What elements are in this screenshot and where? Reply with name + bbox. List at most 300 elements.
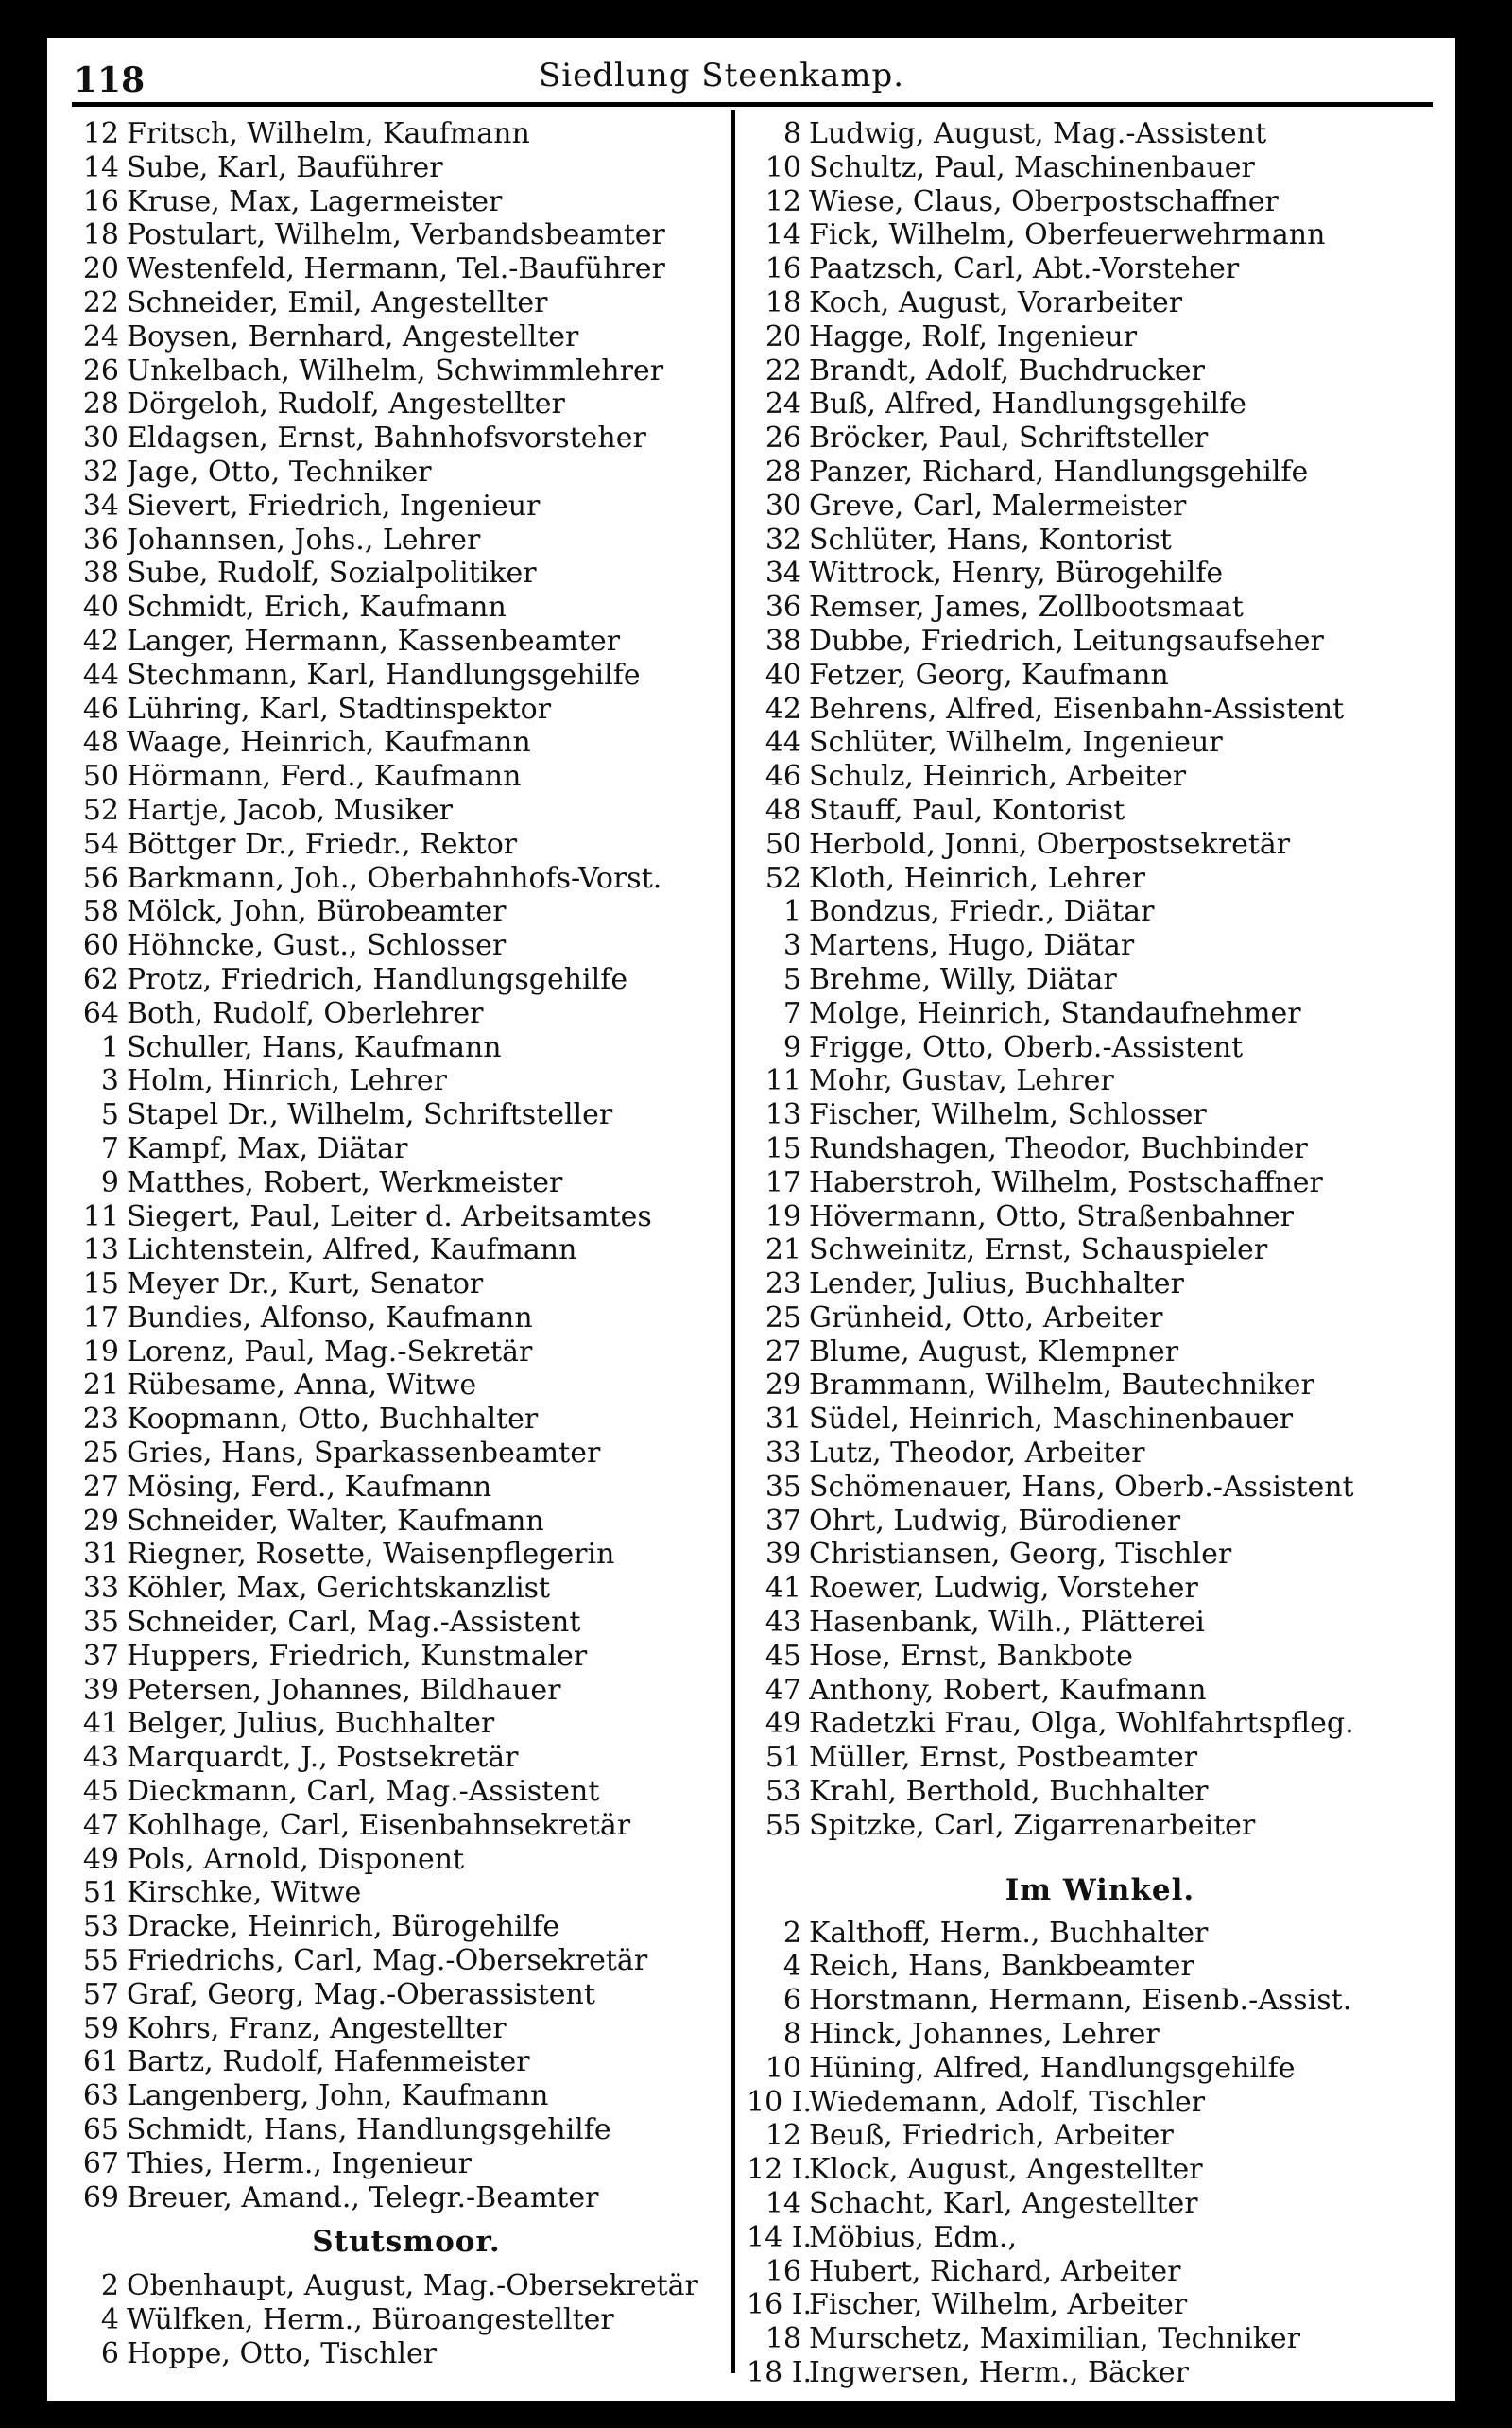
resident-entry [49, 1064, 726, 1098]
resident-name-occupation: Huppers, Friedrich, Kunstmaler [127, 1639, 588, 1673]
resident-name-occupation: Ingwersen, Herm., Bäcker [809, 2356, 1190, 2389]
resident-entry [747, 862, 1453, 896]
house-number: 55 [765, 1808, 801, 1842]
house-number: 34 [82, 489, 119, 523]
resident-name-occupation: Schmidt, Hans, Handlungsgehilfe [127, 2113, 611, 2147]
house-number: 62 [82, 962, 119, 996]
house-number: 11 [82, 1199, 119, 1233]
resident-name-occupation: Grünheid, Otto, Arbeiter [809, 1300, 1163, 1335]
house-number: 48 [765, 793, 801, 827]
house-number: 9 [782, 1030, 801, 1064]
right-column [747, 117, 1453, 2390]
house-number: 56 [82, 861, 119, 895]
resident-entry [747, 1707, 1453, 1741]
resident-entry [49, 659, 726, 693]
resident-name-occupation: Martens, Hugo, Diätar [809, 929, 1135, 963]
resident-name-occupation: Holm, Hinrich, Lehrer [127, 1064, 447, 1098]
house-number: 5 [100, 1098, 119, 1132]
resident-entry [747, 1437, 1453, 1471]
resident-name-occupation: Molge, Heinrich, Standaufnehmer [809, 996, 1301, 1030]
resident-entry [49, 2147, 726, 2181]
house-number: 14 [765, 218, 801, 252]
resident-name-occupation: Hagge, Rolf, Ingenieur [809, 319, 1138, 353]
resident-name-occupation: Schlüter, Wilhelm, Ingenieur [809, 726, 1223, 760]
resident-entry [747, 659, 1453, 693]
house-number: 65 [82, 2113, 119, 2147]
resident-entry [747, 387, 1453, 422]
house-number: 40 [765, 658, 801, 692]
resident-name-occupation: Waage, Heinrich, Kaufmann [127, 726, 531, 760]
house-number: 45 [82, 1775, 119, 1809]
resident-name-occupation: Koopmann, Otto, Buchhalter [127, 1403, 539, 1437]
resident-name-occupation: Greve, Carl, Malermeister [809, 489, 1187, 523]
house-number: 6 [100, 2337, 119, 2370]
house-number: 54 [82, 827, 119, 861]
resident-entry [49, 2269, 726, 2303]
house-number: 25 [765, 1300, 801, 1335]
resident-name-occupation: Buß, Alfred, Handlungsgehilfe [809, 387, 1246, 422]
resident-entry [49, 387, 726, 422]
resident-name-occupation: Brehme, Willy, Diätar [809, 962, 1117, 996]
house-number: 7 [100, 1131, 119, 1165]
resident-entry [49, 862, 726, 896]
house-number: 27 [765, 1335, 801, 1369]
resident-name-occupation: Brandt, Adolf, Buchdrucker [809, 353, 1205, 387]
resident-entry [747, 1031, 1453, 1065]
resident-name-occupation: Lorenz, Paul, Mag.-Sekretär [127, 1335, 533, 1369]
house-number: 30 [765, 489, 801, 523]
house-number: 25 [82, 1437, 119, 1471]
resident-entry [49, 1538, 726, 1572]
house-number: 17 [765, 1165, 801, 1199]
resident-name-occupation: Schultz, Paul, Maschinenbauer [809, 150, 1255, 184]
house-number: 3 [782, 929, 801, 963]
resident-entry [49, 1166, 726, 1200]
house-number: 12 [82, 117, 119, 150]
resident-entry [49, 1132, 726, 1166]
resident-name-occupation: Protz, Friedrich, Handlungsgehilfe [127, 962, 628, 996]
house-number: 5 [782, 962, 801, 996]
resident-name-occupation: Fischer, Wilhelm, Arbeiter [809, 2288, 1188, 2322]
resident-name-occupation: Kloth, Heinrich, Lehrer [809, 861, 1145, 895]
resident-name-occupation: Langer, Hermann, Kassenbeamter [127, 624, 621, 658]
house-number: 23 [82, 1403, 119, 1437]
resident-entry [747, 828, 1453, 862]
house-number: 40 [82, 591, 119, 625]
house-number: 13 [765, 1098, 801, 1132]
resident-entry [49, 1301, 726, 1335]
resident-entry [49, 151, 726, 185]
resident-entry [49, 625, 726, 659]
house-number: 52 [82, 793, 119, 827]
house-number: 49 [82, 1842, 119, 1876]
resident-entry [747, 1775, 1453, 1809]
resident-entry [49, 1335, 726, 1369]
resident-name-occupation: Fritsch, Wilhelm, Kaufmann [127, 117, 530, 150]
resident-entry [747, 1335, 1453, 1369]
resident-entry [49, 490, 726, 524]
resident-name-occupation: Breuer, Amand., Telegr.-Beamter [127, 2180, 599, 2214]
resident-name-occupation: Fetzer, Georg, Kaufmann [809, 658, 1169, 692]
house-number: 46 [82, 692, 119, 726]
resident-entry [49, 1910, 726, 1944]
resident-name-occupation: Postulart, Wilhelm, Verbandsbeamter [127, 218, 665, 252]
resident-entry [49, 286, 726, 320]
resident-name-occupation: Herbold, Jonni, Oberpostsekretär [809, 827, 1291, 861]
resident-entry [747, 1984, 1453, 2018]
resident-name-occupation: Wülfken, Herm., Büroangestellter [127, 2303, 614, 2337]
resident-entry [747, 1301, 1453, 1335]
house-number: 26 [82, 353, 119, 387]
house-number: 19 [82, 1335, 119, 1369]
house-number: 27 [82, 1470, 119, 1504]
resident-entry [747, 625, 1453, 659]
resident-entry [747, 726, 1453, 760]
house-number: 51 [765, 1741, 801, 1775]
resident-name-occupation: Sube, Rudolf, Sozialpolitiker [127, 557, 537, 591]
resident-entry [747, 2153, 1453, 2187]
resident-name-occupation: Mölck, John, Bürobeamter [127, 895, 507, 929]
resident-entry [747, 2255, 1453, 2289]
resident-entry [747, 185, 1453, 219]
resident-entry [49, 794, 726, 828]
resident-entry [747, 1741, 1453, 1775]
resident-entry [49, 218, 726, 252]
resident-name-occupation: Westenfeld, Hermann, Tel.-Bauführer [127, 252, 665, 286]
resident-name-occupation: Dubbe, Friedrich, Leitungsaufseher [809, 624, 1324, 658]
resident-name-occupation: Marquardt, J., Postsekretär [127, 1741, 519, 1775]
resident-name-occupation: Jage, Otto, Techniker [127, 455, 432, 489]
house-number: 47 [765, 1673, 801, 1707]
resident-name-occupation: Horstmann, Hermann, Eisenb.-Assist. [809, 1984, 1352, 2018]
house-number: 1 [100, 1030, 119, 1064]
house-number: 28 [765, 455, 801, 489]
house-number: 46 [765, 760, 801, 794]
resident-name-occupation: Pols, Arnold, Disponent [127, 1842, 465, 1876]
resident-name-occupation: Gries, Hans, Sparkassenbeamter [127, 1437, 601, 1471]
resident-name-occupation: Schlüter, Hans, Kontorist [809, 523, 1172, 557]
resident-name-occupation: Meyer Dr., Kurt, Senator [127, 1267, 484, 1301]
resident-entry [747, 117, 1453, 151]
resident-name-occupation: Lender, Julius, Buchhalter [809, 1267, 1184, 1301]
resident-entry [747, 490, 1453, 524]
house-number: 24 [82, 319, 119, 353]
street-section-heading: Im Winkel. [1005, 1872, 1195, 1907]
house-number: 42 [765, 692, 801, 726]
resident-name-occupation: Bundies, Alfonso, Kaufmann [127, 1300, 533, 1335]
house-number: 36 [765, 591, 801, 625]
resident-name-occupation: Dörgeloh, Rudolf, Angestellter [127, 387, 565, 422]
resident-name-occupation: Lutz, Theodor, Arbeiter [809, 1437, 1145, 1471]
house-number: 21 [82, 1369, 119, 1403]
house-number: 41 [765, 1572, 801, 1606]
house-number: 31 [765, 1403, 801, 1437]
resident-entry [49, 422, 726, 456]
house-number: 26 [765, 422, 801, 456]
resident-entry [49, 1471, 726, 1505]
resident-entry [49, 117, 726, 151]
resident-entry [747, 1538, 1453, 1572]
house-number: 52 [765, 861, 801, 895]
house-number: 42 [82, 624, 119, 658]
resident-name-occupation: Panzer, Richard, Handlungsgehilfe [809, 455, 1309, 489]
resident-name-occupation: Stapel Dr., Wilhelm, Schriftsteller [127, 1098, 613, 1132]
resident-name-occupation: Unkelbach, Wilhelm, Schwimmlehrer [127, 353, 664, 387]
house-number: 37 [765, 1504, 801, 1538]
resident-name-occupation: Schweinitz, Ernst, Schauspieler [809, 1233, 1268, 1267]
house-number: 28 [82, 387, 119, 422]
house-number: 17 [82, 1300, 119, 1335]
resident-name-occupation: Spitzke, Carl, Zigarrenarbeiter [809, 1808, 1256, 1842]
resident-entry [747, 218, 1453, 252]
resident-entry [49, 1707, 726, 1741]
resident-entry [747, 1809, 1453, 1843]
resident-name-occupation: Kohlhage, Carl, Eisenbahnsekretär [127, 1808, 631, 1842]
resident-entry [747, 794, 1453, 828]
resident-name-occupation: Radetzki Frau, Olga, Wohlfahrtspfleg. [809, 1707, 1354, 1741]
resident-name-occupation: Beuß, Friedrich, Arbeiter [809, 2119, 1174, 2153]
resident-entry [747, 895, 1453, 929]
house-number: 19 [765, 1199, 801, 1233]
resident-name-occupation: Hose, Ernst, Bankbote [809, 1639, 1134, 1673]
resident-entry [49, 1741, 726, 1775]
resident-name-occupation: Dracke, Heinrich, Bürogehilfe [127, 1910, 560, 1944]
resident-name-occupation: Johannsen, Johs., Lehrer [127, 523, 481, 557]
house-number: 60 [82, 929, 119, 963]
resident-name-occupation: Murschetz, Maximilian, Techniker [809, 2322, 1300, 2356]
resident-entry [747, 2187, 1453, 2221]
house-number: 12 [765, 184, 801, 218]
resident-name-occupation: Schneider, Carl, Mag.-Assistent [127, 1606, 581, 1640]
house-number: 50 [765, 827, 801, 861]
resident-entry [747, 2322, 1453, 2356]
house-number: 35 [765, 1470, 801, 1504]
house-number: 22 [765, 353, 801, 387]
resident-entry [49, 1369, 726, 1403]
house-number: 67 [82, 2146, 119, 2180]
resident-entry [49, 2337, 726, 2371]
resident-name-occupation: Ludwig, August, Mag.-Assistent [809, 117, 1267, 150]
resident-name-occupation: Bröcker, Paul, Schriftsteller [809, 422, 1209, 456]
resident-entry [49, 2012, 726, 2046]
house-number: 44 [765, 726, 801, 760]
resident-entry [747, 1606, 1453, 1640]
resident-name-occupation: Ohrt, Ludwig, Bürodiener [809, 1504, 1181, 1538]
house-number: 44 [82, 658, 119, 692]
house-number: 13 [82, 1233, 119, 1267]
house-number: 53 [82, 1910, 119, 1944]
resident-name-occupation: Boysen, Bernhard, Angestellter [127, 319, 579, 353]
house-number: 18 [765, 2322, 801, 2356]
resident-entry [49, 929, 726, 963]
resident-name-occupation: Reich, Hans, Bankbeamter [809, 1950, 1194, 1984]
house-number: 20 [765, 319, 801, 353]
resident-name-occupation: Kampf, Max, Diätar [127, 1131, 408, 1165]
resident-entry [747, 591, 1453, 625]
resident-entry [49, 2079, 726, 2113]
resident-entry [49, 1267, 726, 1301]
column-divider [731, 110, 735, 2373]
resident-entry [49, 1233, 726, 1267]
resident-name-occupation: Schuller, Hans, Kaufmann [127, 1030, 502, 1064]
resident-name-occupation: Fischer, Wilhelm, Schlosser [809, 1098, 1207, 1132]
house-number: 34 [765, 557, 801, 591]
resident-name-occupation: Lühring, Karl, Stadtinspektor [127, 692, 552, 726]
house-number: 64 [82, 996, 119, 1030]
resident-name-occupation: Hövermann, Otto, Straßenbahner [809, 1199, 1294, 1233]
resident-entry [49, 354, 726, 388]
resident-name-occupation: Müller, Ernst, Postbeamter [809, 1741, 1198, 1775]
house-number: 7 [782, 996, 801, 1030]
resident-entry [49, 895, 726, 929]
house-number: 15 [82, 1267, 119, 1301]
resident-name-occupation: Koch, August, Vorarbeiter [809, 285, 1183, 319]
house-number: 11 [765, 1064, 801, 1098]
resident-name-occupation: Dieckmann, Carl, Mag.-Assistent [127, 1775, 600, 1809]
resident-name-occupation: Hasenbank, Wilh., Plätterei [809, 1606, 1205, 1640]
resident-entry [49, 2113, 726, 2147]
resident-entry [49, 726, 726, 760]
resident-name-occupation: Rübesame, Anna, Witwe [127, 1369, 477, 1403]
resident-entry [747, 2119, 1453, 2153]
resident-entry [747, 1369, 1453, 1403]
resident-entry [49, 1505, 726, 1539]
resident-name-occupation: Rundshagen, Theodor, Buchbinder [809, 1131, 1308, 1165]
resident-entry [747, 2086, 1453, 2120]
resident-entry [747, 1674, 1453, 1708]
resident-entry [49, 591, 726, 625]
resident-name-occupation: Stechmann, Karl, Handlungsgehilfe [127, 658, 641, 692]
resident-name-occupation: Petersen, Johannes, Bildhauer [127, 1673, 561, 1707]
resident-entry [49, 1775, 726, 1809]
resident-entry [747, 1267, 1453, 1301]
house-number: 48 [82, 726, 119, 760]
resident-name-occupation: Obenhaupt, August, Mag.-Obersekretär [127, 2269, 698, 2303]
resident-entry [49, 1809, 726, 1843]
resident-entry [747, 1132, 1453, 1166]
resident-name-occupation: Höhncke, Gust., Schlosser [127, 929, 507, 963]
resident-name-occupation: Hoppe, Otto, Tischler [127, 2337, 438, 2370]
resident-name-occupation: Hubert, Richard, Arbeiter [809, 2254, 1181, 2288]
resident-entry [747, 422, 1453, 456]
directory-page [47, 38, 1455, 2401]
resident-entry [747, 286, 1453, 320]
house-number: 14 I. [747, 2220, 813, 2254]
resident-entry [49, 1572, 726, 1606]
house-number: 32 [765, 523, 801, 557]
resident-name-occupation: Stauff, Paul, Kontorist [809, 793, 1125, 827]
house-number: 22 [82, 285, 119, 319]
house-number: 43 [82, 1741, 119, 1775]
resident-name-occupation: Sievert, Friedrich, Ingenieur [127, 489, 541, 523]
house-number: 2 [100, 2269, 119, 2303]
house-number: 55 [82, 1944, 119, 1978]
house-number: 39 [765, 1538, 801, 1572]
resident-name-occupation: Kruse, Max, Lagermeister [127, 184, 503, 218]
resident-entry [747, 320, 1453, 354]
house-number: 9 [100, 1165, 119, 1199]
resident-entry [747, 1166, 1453, 1200]
house-number: 43 [765, 1606, 801, 1640]
house-number: 6 [782, 1984, 801, 2018]
resident-entry [49, 963, 726, 997]
house-number: 14 [82, 150, 119, 184]
house-number: 63 [82, 2079, 119, 2113]
resident-entry [747, 456, 1453, 490]
resident-entry [49, 1403, 726, 1437]
resident-name-occupation: Matthes, Robert, Werkmeister [127, 1165, 563, 1199]
resident-entry [747, 524, 1453, 558]
house-number: 39 [82, 1673, 119, 1707]
resident-name-occupation: Kalthoff, Herm., Buchhalter [809, 1916, 1209, 1950]
resident-entry [747, 2288, 1453, 2322]
resident-name-occupation: Riegner, Rosette, Waisenpflegerin [127, 1538, 615, 1572]
resident-name-occupation: Wiedemann, Adolf, Tischler [809, 2085, 1206, 2119]
resident-name-occupation: Frigge, Otto, Oberb.-Assistent [809, 1030, 1244, 1064]
resident-entry [49, 1437, 726, 1471]
resident-name-occupation: Both, Rudolf, Oberlehrer [127, 996, 484, 1030]
house-number: 50 [82, 760, 119, 794]
running-title: Siedlung Steenkamp. [539, 57, 905, 95]
house-number: 45 [765, 1639, 801, 1673]
house-number: 31 [82, 1538, 119, 1572]
resident-name-occupation: Friedrichs, Carl, Mag.-Obersekretär [127, 1944, 648, 1978]
resident-entry [49, 185, 726, 219]
house-number: 38 [82, 557, 119, 591]
house-number: 29 [765, 1369, 801, 1403]
resident-name-occupation: Möbius, Edm., [809, 2220, 1017, 2254]
resident-entry [49, 693, 726, 727]
house-number: 37 [82, 1639, 119, 1673]
resident-name-occupation: Schmidt, Erich, Kaufmann [127, 591, 507, 625]
resident-entry [747, 1572, 1453, 1606]
resident-entry [747, 354, 1453, 388]
resident-name-occupation: Klock, August, Angestellter [809, 2153, 1203, 2187]
resident-name-occupation: Paatzsch, Carl, Abt.-Vorsteher [809, 252, 1240, 286]
resident-entry [747, 1640, 1453, 1674]
resident-name-occupation: Schneider, Emil, Angestellter [127, 285, 548, 319]
resident-entry [747, 2052, 1453, 2086]
page-number: 118 [74, 60, 146, 100]
resident-name-occupation: Blume, August, Klempner [809, 1335, 1179, 1369]
resident-entry [747, 1471, 1453, 1505]
house-number: 33 [82, 1572, 119, 1606]
house-number: 23 [765, 1267, 801, 1301]
house-number: 10 [765, 150, 801, 184]
resident-entry [747, 1233, 1453, 1267]
house-number: 16 [765, 2254, 801, 2288]
resident-entry [747, 1403, 1453, 1437]
house-number: 61 [82, 2045, 119, 2079]
resident-name-occupation: Hüning, Alfred, Handlungsgehilfe [809, 2051, 1296, 2085]
resident-name-occupation: Schacht, Karl, Angestellter [809, 2187, 1198, 2221]
resident-entry [49, 456, 726, 490]
resident-entry [49, 1674, 726, 1708]
resident-name-occupation: Remser, James, Zollbootsmaat [809, 591, 1244, 625]
resident-name-occupation: Anthony, Robert, Kaufmann [809, 1673, 1207, 1707]
resident-name-occupation: Siegert, Paul, Leiter d. Arbeitsamtes [127, 1199, 652, 1233]
resident-name-occupation: Fick, Wilhelm, Oberfeuerwehrmann [809, 218, 1326, 252]
house-number: 3 [100, 1064, 119, 1098]
resident-entry [49, 760, 726, 794]
house-number: 14 [765, 2187, 801, 2221]
resident-name-occupation: Bartz, Rudolf, Hafenmeister [127, 2045, 530, 2079]
resident-name-occupation: Hartje, Jacob, Musiker [127, 793, 453, 827]
resident-name-occupation: Hörmann, Ferd., Kaufmann [127, 760, 522, 794]
resident-entry [49, 1031, 726, 1065]
resident-entry [49, 828, 726, 862]
resident-entry [49, 252, 726, 286]
